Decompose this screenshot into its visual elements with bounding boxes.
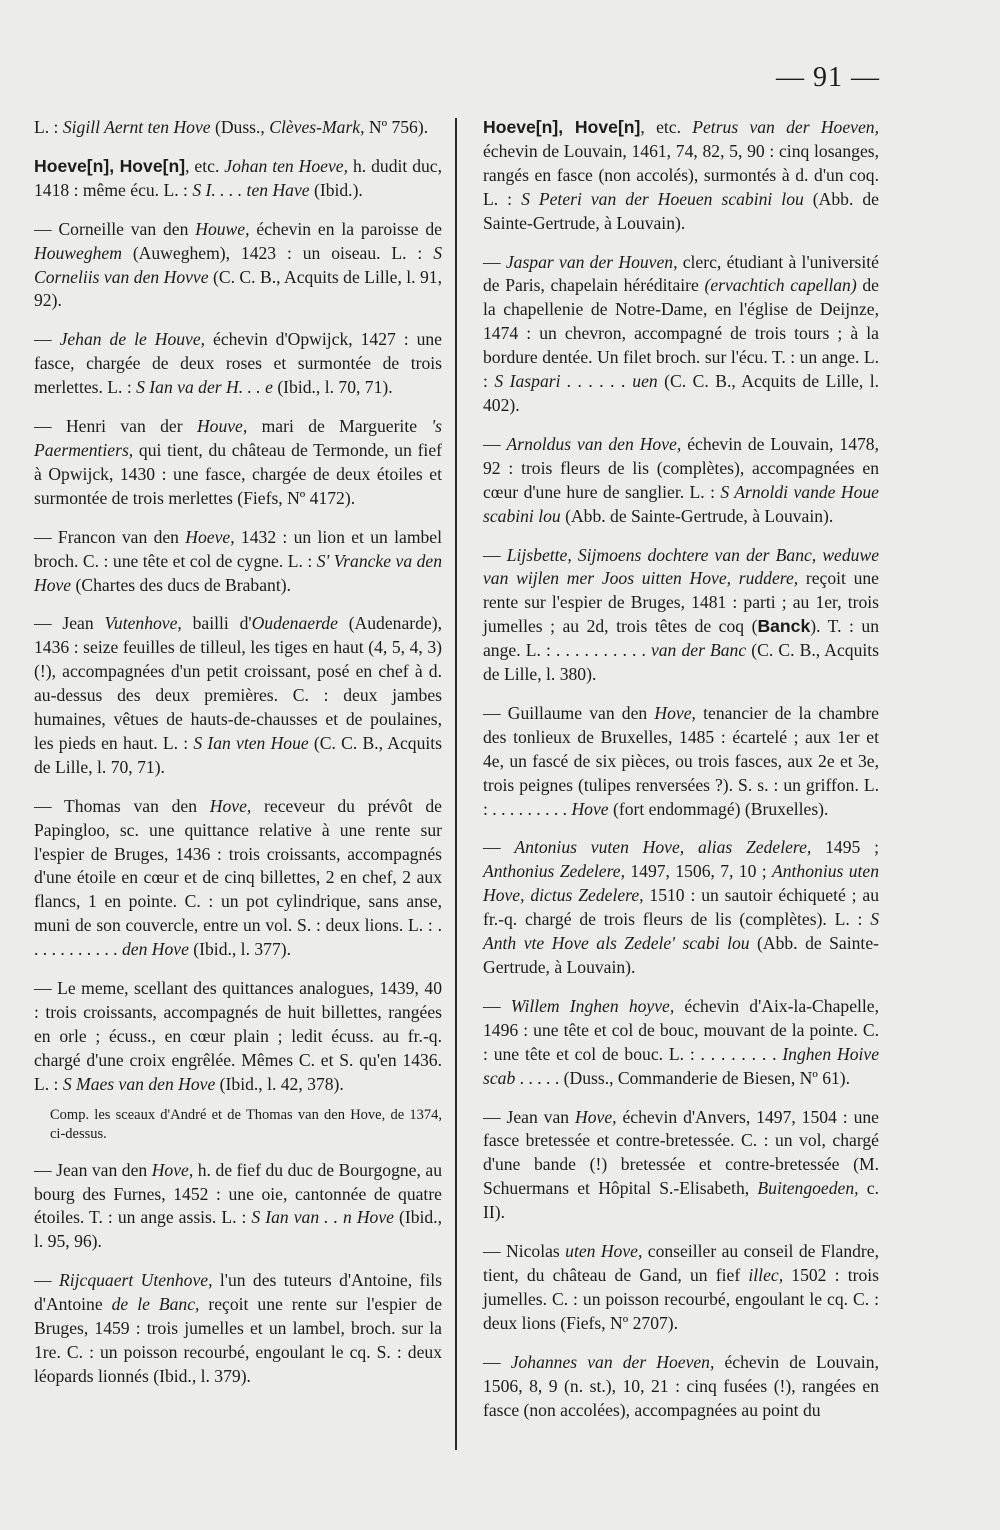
entry-paragraph	[483, 1240, 879, 1336]
entry-text: bailli d'	[181, 613, 252, 634]
entry-text: Comp. les sceaux d'André et de Thomas van den Hove, de 1374, ci-dessus.	[50, 1106, 442, 1142]
entry-text: L. :	[34, 117, 63, 137]
entry-text: échevin de Louvain, 1461, 74, 82, 5, 90 : cinq losanges, rangés en fasce (non accolés), surmontés à d. d'un coq. L. :	[483, 140, 879, 209]
entry-text: S Iaspari . . . . . . uen	[494, 371, 658, 392]
entry-text: 's Paermentiers,	[34, 416, 442, 460]
entry-text: S Arnoldi vande Houe scabini lou	[483, 481, 879, 526]
entry-text: Johannes van der Hoeven,	[510, 1351, 715, 1372]
entry-text: Anthonius Zedelere,	[483, 861, 626, 882]
entry-text: , etc.	[185, 155, 225, 176]
entry-text: (C. C. B., Acquits de Lille, l. 91, 92).	[34, 266, 443, 311]
entry-text: (Abb. de Sainte-Gertrude, à Louvain).	[483, 188, 879, 233]
entry-text: — Jean van den	[34, 1159, 152, 1180]
entry-text: S I. . . . ten Have	[192, 179, 310, 200]
entry-text: . . . . . (Duss., Commanderie de Biesen, Nº 61).	[515, 1067, 851, 1088]
entry-text: Houweghem	[34, 242, 122, 263]
entry-text: — Francon van den	[34, 526, 186, 547]
entry-text: —	[483, 837, 515, 858]
entry-text: échevin de Louvain, 1506, 8, 9 (n. st.), 10, 21 : cinq fusées (!), rangées en fasce (non accolées), accompagnées au point du	[483, 1351, 879, 1420]
entry-text: Johan ten Hoeve,	[224, 155, 349, 176]
entry-text: Hove,	[209, 795, 252, 816]
entry-text: reçoit une rente sur l'espier de Bruges, 1459 : trois jumelles et un lambel, broch. sur la 1re. C. : un poisson recourbé, engoulant le cq. S. : deux léopards lionnés (Ibid., l. 379).	[34, 1294, 443, 1386]
entry-text: (Auweghem), 1423 : un oiseau. L. :	[121, 242, 434, 263]
entry-text: Hove	[571, 798, 609, 819]
entry-text: —	[483, 433, 507, 454]
entry-text: S Maes van den Hove	[62, 1073, 216, 1094]
entry-text: (ervachtich capellan)	[704, 275, 857, 296]
entry-text: (Abb. de Sainte-Gertrude, à Louvain).	[483, 933, 879, 977]
entry-text: Rijcquaert Utenhove,	[59, 1270, 213, 1291]
page-number: — 91 —	[776, 62, 880, 93]
entry-text: Hoeve,	[185, 526, 235, 547]
entry-text: —	[34, 329, 60, 350]
entry-text: Nº 756).	[364, 117, 429, 137]
entry-heading: Hoeve[n], Hove[n]	[483, 117, 641, 137]
entry-text: Vutenhove,	[104, 613, 182, 634]
entry-text: (Duss.,	[210, 117, 270, 137]
entry-text: —	[483, 995, 511, 1016]
entry-heading: Hoeve[n], Hove[n]	[34, 155, 186, 176]
entry-text: den Hove	[121, 939, 189, 960]
entry-text: Sigill Aernt ten Hove	[62, 117, 211, 137]
entry-paragraph	[483, 433, 879, 529]
entry-text: S Ian van . . n Hove	[251, 1207, 394, 1228]
entry-text: 1502 : trois jumelles. C. : un poisson recourbé, engoulant le cq. C. : deux lions (Fiefs, Nº 2707).	[483, 1264, 880, 1333]
entry-text: S Ian va der H. . . e	[136, 377, 273, 398]
entry-text: — Corneille van den	[34, 218, 196, 239]
entry-text: S Peteri van der Hoeuen scabini lou	[521, 188, 804, 209]
entry-text: Jehan de le Houve,	[59, 329, 206, 350]
entry-text: receveur du prévôt de Papingloo, sc. une quittance relative à une rente sur l'espier de Bruges, 1436 : trois croissants, accompagnés d'une étoile en cœur et de cinq billettes, 2 en chef, 2 aux flancs, 1 en pointe. C. : un pot cylindrique, sans anse, muni de son couvercle, entre un vol. S. : deux lions. L. : . . . . . . . . . . .	[34, 795, 442, 960]
entry-text: de le Banc,	[111, 1294, 200, 1315]
entry-paragraph	[483, 995, 879, 1091]
entry-text: Lijsbette, Sijmoens dochtere van der Banc, weduwe van wijlen mer Joos uitten Hove, ruddere,	[483, 544, 880, 589]
entry-text: h. dudit duc, 1418 : même écu. L. :	[34, 155, 443, 200]
entry-text: échevin d'Opwijck, 1427 : une fasce, chargée de deux roses et surmontée de trois merlettes. L. :	[34, 329, 442, 398]
entry-text: conseiller au conseil de Flandre, tient, du château de Gand, un fief	[483, 1241, 879, 1285]
right-column	[483, 116, 879, 1437]
entry-text: —	[483, 251, 506, 272]
entry-text: — Le meme, scellant des quittances analogues, 1439, 40 : trois croissants, accompagnés de huit billettes, rangées en orle ; écuss., en cœur plain ; ledit écuss. au fr.-q. chargé d'une croix engrêlée. Mêmes C. et S. qu'en 1436. L. :	[34, 978, 442, 1094]
entry-text: — Jean	[34, 613, 105, 634]
entry-paragraph	[34, 1159, 442, 1255]
entry-paragraph	[34, 1269, 442, 1389]
entry-paragraph	[34, 415, 442, 511]
entry-text: Houwe,	[195, 218, 250, 239]
entry-text: (Chartes des ducs de Brabant).	[71, 574, 291, 595]
entry-text: Hove,	[654, 702, 696, 723]
entry-text: — Henri van der	[34, 416, 197, 437]
entry-text: ). T. : un ange. L. : . . . . . . . . . .	[483, 616, 879, 661]
entry-text: S Ian vten Houe	[193, 732, 309, 753]
entry-text: illec,	[748, 1264, 784, 1285]
entry-text: Houve,	[196, 416, 248, 437]
entry-text: (Audenarde), 1436 : seize feuilles de tilleul, les tiges en haut (4, 5, 4, 3) (!), accompagnées d'un petit croissant, posé en chef à d. au-dessus des deux premières. C. : deux jambes humaines, vêtues de hauts-de-chausses et de poulaines, les pieds en haut. L. :	[34, 613, 442, 753]
entry-text: Petrus van der Hoeven,	[692, 117, 879, 137]
entry-paragraph	[34, 795, 442, 962]
entry-text: de la chapellenie de Notre-Dame, en l'église de Deijnze, 1474 : un chevron, accompagné de trois tours ; à la bordure dentée. Un filet broch. sur l'écu. T. : un ange. L. :	[483, 275, 879, 392]
entry-paragraph	[34, 977, 442, 1097]
entry-text: (Ibid.).	[309, 179, 363, 200]
entry-text: reçoit une rente sur l'espier de Bruges, 1481 : parti ; au 1er, trois jumelles ; au 2d, trois têtes de coq (	[483, 568, 879, 637]
entry-text: , etc.	[640, 117, 693, 137]
entry-text: — Jean van	[483, 1106, 576, 1127]
entry-text: mari de Marguerite	[247, 416, 432, 437]
entry-text: l'un des tuteurs d'Antoine, fils d'Antoine	[34, 1270, 442, 1315]
entry-paragraph	[483, 116, 879, 236]
footnote-paragraph	[34, 1106, 442, 1144]
entry-text: (C. C. B., Acquits de Lille, l. 402).	[483, 371, 879, 415]
entry-text: S' Vrancke va den Hove	[34, 550, 442, 595]
entry-text: 1510 : un sautoir échiqueté ; au fr.-q. chargé de trois fleurs de lis (complètes). L. :	[483, 885, 879, 930]
entry-text: Anthonius uten Hove, dictus Zedelere,	[483, 861, 879, 906]
entry-text: S Anth vte Hove als Zedele' scabi lou	[483, 909, 879, 954]
entry-text: Hove,	[575, 1106, 617, 1127]
entry-paragraph	[483, 544, 879, 687]
entry-text: (fort endommagé) (Bruxelles).	[608, 798, 829, 819]
entry-text: 1497, 1506, 7, 10 ;	[625, 861, 772, 882]
entry-text: Clèves-Mark,	[269, 117, 365, 137]
column-divider	[455, 118, 457, 1450]
entry-paragraph	[34, 612, 442, 779]
entry-text: (C. C. B., Acquits de Lille, l. 380).	[483, 640, 879, 685]
entry-text: c. II).	[483, 1178, 880, 1223]
entry-text: Antonius vuten Hove, alias Zedelere,	[514, 837, 812, 858]
entry-text: Inghen Hoive scab	[483, 1043, 880, 1088]
entry-text: Willem Inghen hoyve,	[510, 995, 675, 1016]
entry-text: — Guillaume van den	[483, 702, 655, 723]
entry-text: S Corneliis van den Hovve	[34, 242, 442, 287]
entry-text: Hove,	[151, 1159, 194, 1180]
entry-text: (Ibid., l. 377).	[188, 939, 292, 960]
entry-paragraph	[34, 526, 442, 598]
entry-text: (Ibid., l. 42, 378).	[215, 1073, 344, 1094]
entry-text: Buitengoeden,	[757, 1178, 859, 1199]
entry-text: 1495 ;	[811, 837, 879, 858]
entry-paragraph	[34, 218, 442, 314]
entry-paragraph	[483, 702, 879, 822]
entry-text: (Ibid., l. 95, 96).	[34, 1207, 442, 1252]
entry-paragraph	[483, 836, 879, 979]
entry-text: Jaspar van der Houven,	[505, 251, 678, 272]
entry-text: van der Banc	[650, 640, 747, 661]
entry-paragraph	[34, 328, 442, 400]
entry-text: h. de fief du duc de Bourgogne, au bourg des Furnes, 1452 : une oie, cantonnée de quatre étoiles. T. : un ange assis. L. :	[34, 1159, 442, 1228]
entry-text: échevin d'Aix-la-Chapelle, 1496 : une tête et col de bouc, mouvant de la pointe. C. : une tête et col de bouc. L. : . . . . . . . .	[483, 995, 879, 1064]
entry-paragraph	[34, 116, 442, 140]
entry-text: clerc, étudiant à l'université de Paris, chapelain héréditaire	[483, 251, 879, 296]
entry-text: (Ibid., l. 70, 71).	[272, 377, 393, 398]
entry-text: échevin d'Anvers, 1497, 1504 : une fasce bretessée et contre-bretessée. C. : un vol, chargé d'une bande (!) bretessée et contre-bretessée (M. Schuermans et Hôpital S.-Elisabeth,	[483, 1106, 879, 1199]
entry-paragraph	[483, 1351, 879, 1423]
entry-text: — Thomas van den	[34, 795, 210, 816]
entry-paragraph	[483, 1106, 879, 1226]
entry-text: Oudenaerde	[251, 613, 338, 634]
entry-text: (C. C. B., Acquits de Lille, l. 70, 71).	[34, 732, 443, 777]
entry-text: —	[483, 1351, 511, 1372]
entry-text: uten Hove,	[565, 1241, 643, 1262]
entry-text: 1432 : un lion et un lambel broch. C. : une tête et col de cygne. L. :	[34, 526, 442, 571]
entry-text: —	[34, 1270, 59, 1291]
entry-text: tenancier de la chambre des tonlieux de Bruxelles, 1485 : écartelé ; aux 1er et 4e, un fascé de six pièces, ou trois fasces, aux 2e et 3e, trois peignes (tulipes renversées ?). S. s. : un griffon. L. : . . . . . . . . .	[483, 702, 879, 819]
entry-text: Arnoldus van den Hove,	[506, 433, 682, 454]
entry-paragraph	[483, 251, 879, 418]
left-column	[34, 116, 442, 1404]
entry-paragraph	[34, 155, 442, 203]
entry-text: échevin de Louvain, 1478, 92 : trois fleurs de lis (complètes), accompagnées en cœur d'une hure de sanglier. L. :	[483, 433, 879, 502]
entry-text: échevin en la paroisse de	[249, 218, 442, 239]
entry-text: (Abb. de Sainte-Gertrude, à Louvain).	[560, 505, 834, 526]
entry-heading: Banck	[757, 616, 811, 637]
entry-text: —	[483, 544, 507, 565]
entry-text: — Nicolas	[483, 1241, 566, 1262]
entry-text: qui tient, du château de Termonde, un fief à Opwijck, 1430 : une fasce, chargée de deux étoiles et surmontée de trois merlettes (Fiefs, Nº 4172).	[34, 439, 442, 508]
